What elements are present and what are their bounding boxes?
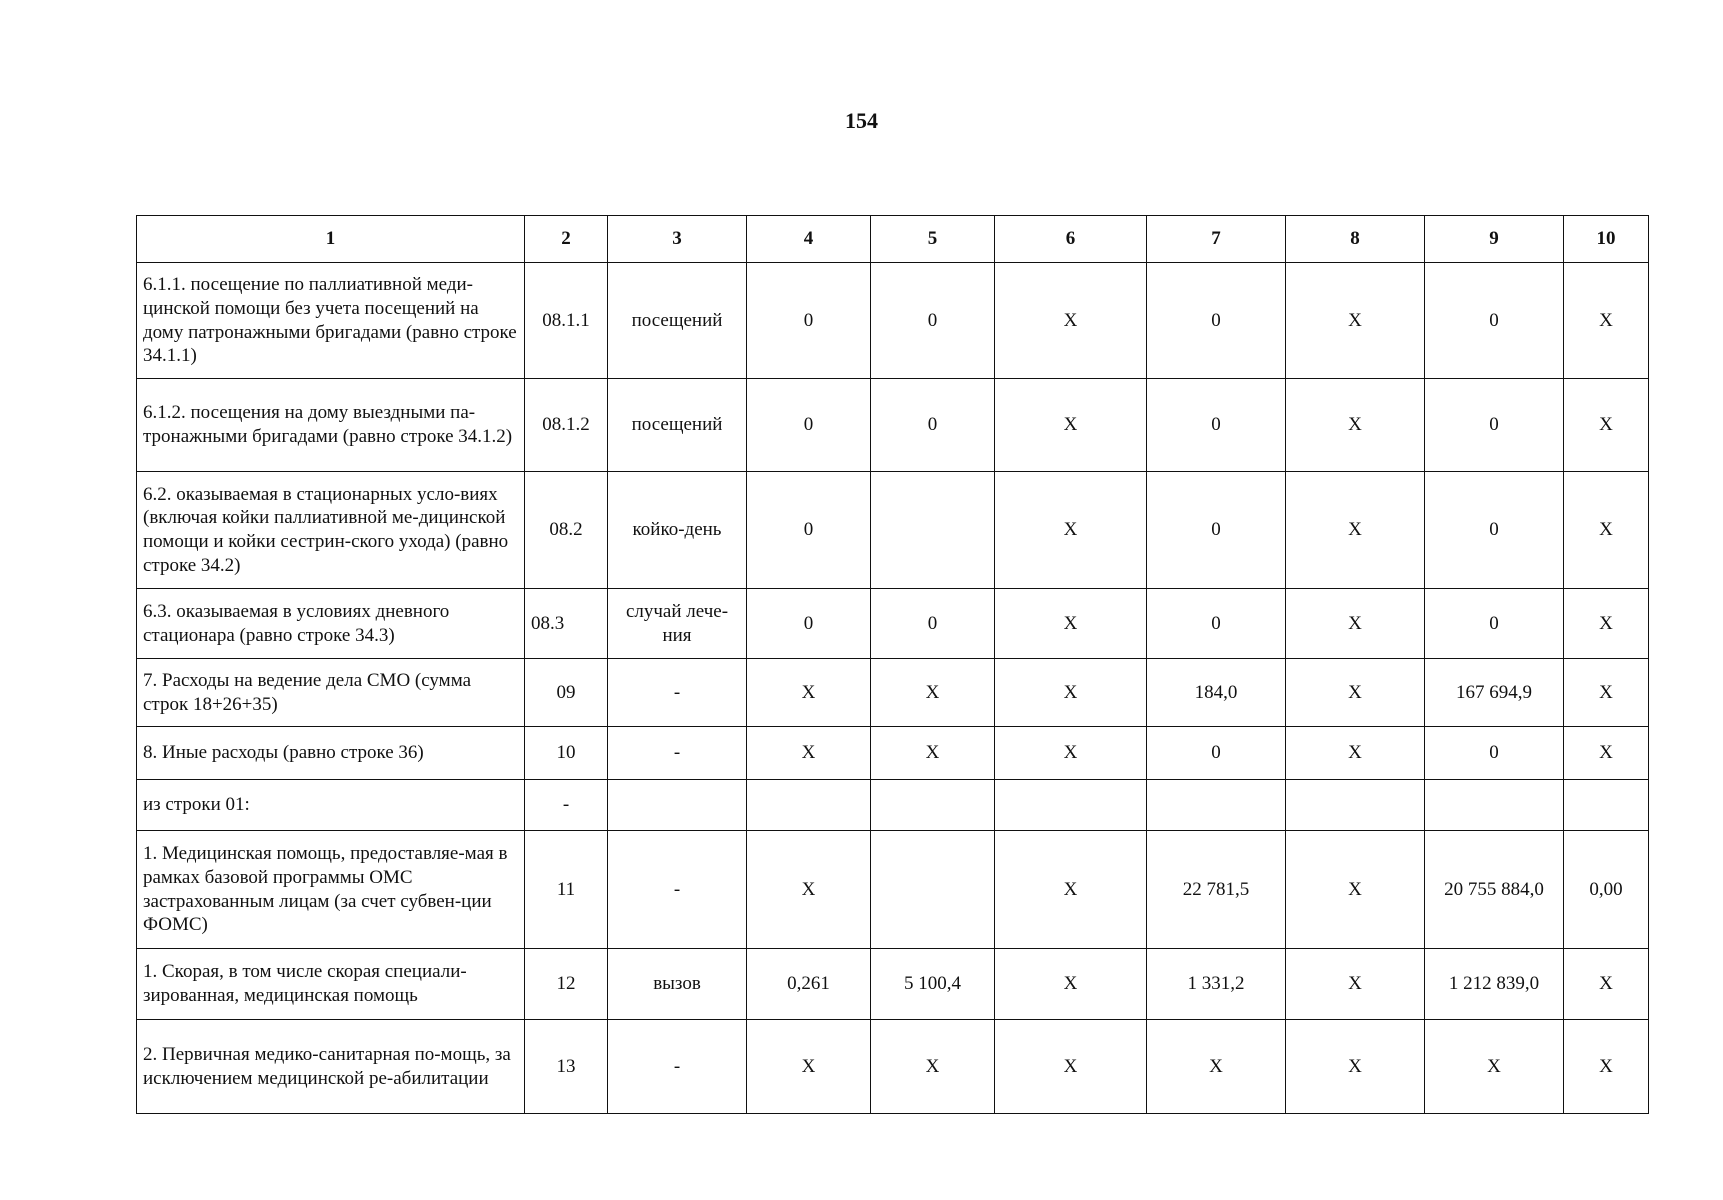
column-header: 6 — [995, 216, 1147, 263]
table-cell: X — [1425, 1020, 1564, 1114]
table-cell: 08.1.2 — [525, 379, 608, 472]
table-cell — [1564, 780, 1649, 831]
table-cell — [747, 780, 871, 831]
table-cell: X — [871, 727, 995, 780]
column-header: 4 — [747, 216, 871, 263]
table-cell: 5 100,4 — [871, 949, 995, 1020]
table-cell: X — [1286, 659, 1425, 727]
table-cell: X — [747, 831, 871, 949]
table-cell: койко-день — [608, 472, 747, 589]
table-cell: 0 — [747, 263, 871, 379]
table-cell: 0 — [1425, 472, 1564, 589]
table-cell: X — [1286, 589, 1425, 659]
table-cell: - — [608, 727, 747, 780]
table-row — [137, 659, 1649, 727]
row-label-cell: 1. Скорая, в том числе скорая специали-зированная, медицинская помощь — [137, 949, 525, 1020]
table-cell — [1286, 780, 1425, 831]
table-cell: случай лече-ния — [608, 589, 747, 659]
column-header: 1 — [137, 216, 525, 263]
row-label-cell: 6.1.2. посещения на дому выездными па-тронажными бригадами (равно строке 34.1.2) — [137, 379, 525, 472]
table-cell: 0 — [747, 472, 871, 589]
column-header: 3 — [608, 216, 747, 263]
table-cell: X — [995, 379, 1147, 472]
table-cell: X — [747, 727, 871, 780]
table-cell: 13 — [525, 1020, 608, 1114]
table-cell: X — [1564, 1020, 1649, 1114]
table-cell: X — [995, 263, 1147, 379]
table-cell — [871, 780, 995, 831]
table-cell: X — [995, 1020, 1147, 1114]
table-cell: X — [1564, 263, 1649, 379]
table-cell — [871, 831, 995, 949]
table-cell: X — [747, 659, 871, 727]
table-cell: 0 — [1425, 589, 1564, 659]
table-cell: 0 — [1425, 379, 1564, 472]
column-header: 2 — [525, 216, 608, 263]
table-cell: 184,0 — [1147, 659, 1286, 727]
table-cell: 0 — [871, 263, 995, 379]
table-cell — [1425, 780, 1564, 831]
table-cell: X — [1564, 472, 1649, 589]
table-cell: X — [995, 831, 1147, 949]
table-cell: X — [995, 472, 1147, 589]
table-cell: 0 — [871, 589, 995, 659]
table-cell: посещений — [608, 379, 747, 472]
table-cell: X — [1286, 949, 1425, 1020]
table-cell: 0 — [1425, 263, 1564, 379]
table-cell: 0 — [1147, 727, 1286, 780]
table-cell: 0 — [871, 379, 995, 472]
table-cell: 0 — [1147, 379, 1286, 472]
table-cell: X — [871, 1020, 995, 1114]
table-cell: X — [871, 659, 995, 727]
row-label-cell: 2. Первичная медико-санитарная по-мощь, за исключением медицинской ре-абилитации — [137, 1020, 525, 1114]
table-cell: 10 — [525, 727, 608, 780]
table-row — [137, 727, 1649, 780]
table-cell — [1147, 780, 1286, 831]
table-cell: 0,00 — [1564, 831, 1649, 949]
table-cell: X — [995, 949, 1147, 1020]
table-cell: 0 — [1425, 727, 1564, 780]
table-cell — [608, 780, 747, 831]
data-table — [136, 215, 1649, 1114]
table-row — [137, 1020, 1649, 1114]
table-cell: X — [1564, 727, 1649, 780]
table-cell: 12 — [525, 949, 608, 1020]
row-label-cell: 6.1.1. посещение по паллиативной меди-цинской помощи без учета посещений на дому патронажными бригадами (равно строке 34.1.1) — [137, 263, 525, 379]
table-cell: 22 781,5 — [1147, 831, 1286, 949]
table-cell: 0 — [1147, 472, 1286, 589]
table-cell: - — [608, 659, 747, 727]
table-cell: 09 — [525, 659, 608, 727]
table-cell: 0 — [747, 379, 871, 472]
table-cell: 0 — [1147, 263, 1286, 379]
table-cell: X — [747, 1020, 871, 1114]
table-cell: X — [1286, 472, 1425, 589]
table-cell: X — [995, 727, 1147, 780]
table-row — [137, 379, 1649, 472]
table-cell: вызов — [608, 949, 747, 1020]
table-cell — [871, 472, 995, 589]
column-header: 10 — [1564, 216, 1649, 263]
table-cell: - — [608, 1020, 747, 1114]
table-cell: 1 212 839,0 — [1425, 949, 1564, 1020]
table-row — [137, 589, 1649, 659]
table-cell: 0,261 — [747, 949, 871, 1020]
table-row — [137, 949, 1649, 1020]
column-header: 7 — [1147, 216, 1286, 263]
table-cell: X — [1147, 1020, 1286, 1114]
table-cell: 08.3 — [525, 589, 608, 659]
row-label-cell: 1. Медицинская помощь, предоставляе-мая в рамках базовой программы ОМС застрахованным лицам (за счет субвен-ции ФОМС) — [137, 831, 525, 949]
table-cell: 08.1.1 — [525, 263, 608, 379]
column-header: 8 — [1286, 216, 1425, 263]
table-cell: 0 — [1147, 589, 1286, 659]
table-cell — [995, 780, 1147, 831]
table-cell: 08.2 — [525, 472, 608, 589]
table-cell: X — [1564, 589, 1649, 659]
table-cell: 1 331,2 — [1147, 949, 1286, 1020]
table-cell: X — [1564, 949, 1649, 1020]
table-cell: 11 — [525, 831, 608, 949]
table-row — [137, 472, 1649, 589]
table-cell: X — [1286, 1020, 1425, 1114]
table-cell: X — [995, 589, 1147, 659]
table-cell: 0 — [747, 589, 871, 659]
table-cell: X — [1286, 831, 1425, 949]
header-row — [137, 216, 1649, 263]
table-cell: X — [1286, 727, 1425, 780]
table-cell: X — [1286, 263, 1425, 379]
table-row — [137, 263, 1649, 379]
table-row — [137, 780, 1649, 831]
row-label-cell: 6.3. оказываемая в условиях дневного стационара (равно строке 34.3) — [137, 589, 525, 659]
row-label-cell: 6.2. оказываемая в стационарных усло-виях (включая койки паллиативной ме-дицинской помощи и койки сестрин-ского ухода) (равно строке 34.2) — [137, 472, 525, 589]
table-cell: X — [1564, 379, 1649, 472]
table-cell: 167 694,9 — [1425, 659, 1564, 727]
table-cell: X — [995, 659, 1147, 727]
column-header: 5 — [871, 216, 995, 263]
table-cell: посещений — [608, 263, 747, 379]
table-cell: - — [608, 831, 747, 949]
row-label-cell: из строки 01: — [137, 780, 525, 831]
table-cell: 20 755 884,0 — [1425, 831, 1564, 949]
table-row — [137, 831, 1649, 949]
page-number: 154 — [845, 108, 878, 133]
table-cell: X — [1286, 379, 1425, 472]
table-cell: - — [525, 780, 608, 831]
row-label-cell: 8. Иные расходы (равно строке 36) — [137, 727, 525, 780]
row-label-cell: 7. Расходы на ведение дела СМО (сумма строк 18+26+35) — [137, 659, 525, 727]
table-cell: X — [1564, 659, 1649, 727]
column-header: 9 — [1425, 216, 1564, 263]
